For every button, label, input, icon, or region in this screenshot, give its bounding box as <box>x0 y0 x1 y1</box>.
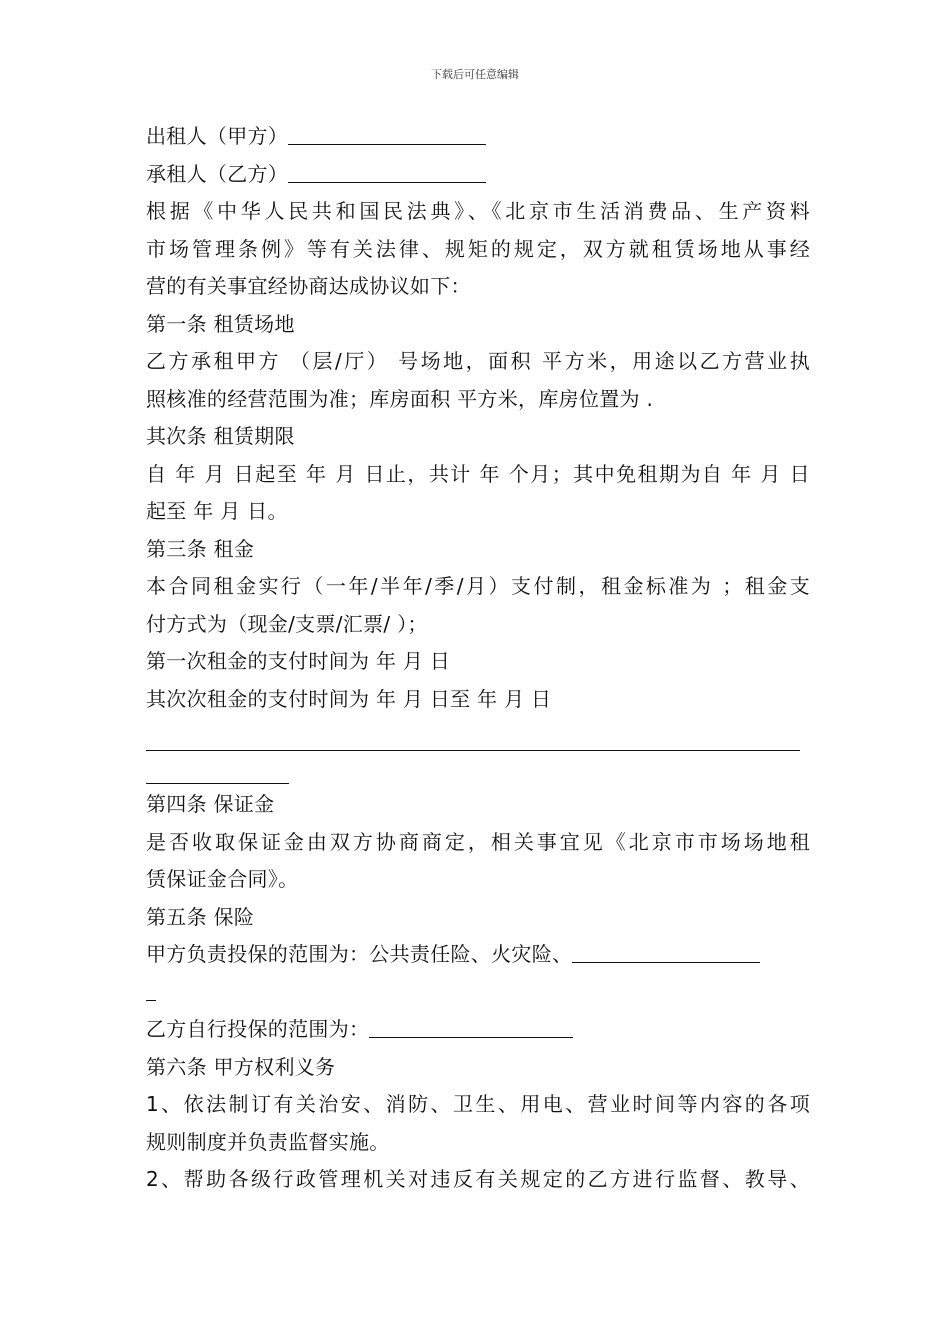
article-heading: 第四条 保证金 <box>146 792 275 816</box>
paragraph-line: 付方式为（现金/支票/汇票/ ）； <box>146 611 428 636</box>
lessee-line: 承租人（乙方） <box>146 156 810 194</box>
lessee-blank <box>288 162 486 183</box>
article-heading: 第一条 租赁场地 <box>146 311 295 336</box>
lessee-insurance-line: 乙方自行投保的范围为： <box>146 1011 810 1049</box>
blank-rule <box>146 751 289 784</box>
article-heading: 第六条 甲方权利义务 <box>146 1054 336 1079</box>
lessee-insurance-blank <box>369 1017 573 1038</box>
contract-body <box>146 118 810 1199</box>
paragraph-line: 自 年 月 日起至 年 月 日止，共计 年 个月；其中免租期为自 年 月 日 <box>146 461 810 486</box>
insurance-blank <box>572 942 760 963</box>
paragraph-line: 照核准的经营范围为准；库房面积 平方米，库房位置为 . <box>146 386 654 411</box>
paragraph-line: 第一次租金的支付时间为 年 月 日 <box>146 649 451 673</box>
insurance-line: 甲方负责投保的范围为：公共责任险、火灾险、 <box>146 936 810 974</box>
article-heading: 其次条 租赁期限 <box>146 424 295 448</box>
lessor-line: 出租人（甲方） <box>146 118 810 156</box>
paragraph-line: 其次次租金的支付时间为 年 月 日至 年 月 日 <box>146 686 552 711</box>
article-heading: 第三条 租金 <box>146 536 255 561</box>
insurance-blank-overflow <box>146 980 156 1001</box>
article-heading: 第五条 保险 <box>146 904 255 929</box>
paragraph-line: 赁保证金合同》。 <box>146 867 299 891</box>
paragraph-line: 本合同租金实行（一年/半年/季/月）支付制，租金标准为 ；租金支 <box>146 574 810 598</box>
paragraph-line: 营的有关事宜经协商达成协议如下： <box>146 274 471 298</box>
insurance-overflow-line <box>146 974 810 1012</box>
paragraph-line: 1、依法制订有关治安、消防、卫生、用电、营业时间等内容的各项 <box>146 1092 810 1116</box>
page-header: 下载后可任意编辑 <box>431 68 519 81</box>
paragraph-line: 根据《中华人民共和国民法典》、《北京市生活消费品、生产资料 <box>146 199 810 223</box>
lessor-blank <box>288 124 486 145</box>
paragraph-line: 市场管理条例》等有关法律、规矩的规定，双方就租赁场地从事经 <box>146 236 810 261</box>
paragraph-line: 2、帮助各级行政管理机关对违反有关规定的乙方进行监督、教导、 <box>146 1167 810 1191</box>
paragraph-line: 起至 年 月 日。 <box>146 499 288 523</box>
paragraph-line: 规则制度并负责监督实施。 <box>146 1129 390 1154</box>
blank-rule <box>146 718 800 751</box>
paragraph-line: 乙方承租甲方 （层/厅） 号场地，面积 平方米，用途以乙方营业执 <box>146 349 810 373</box>
paragraph-line: 是否收取保证金由双方协商商定，相关事宜见《北京市市场场地租 <box>146 829 810 854</box>
